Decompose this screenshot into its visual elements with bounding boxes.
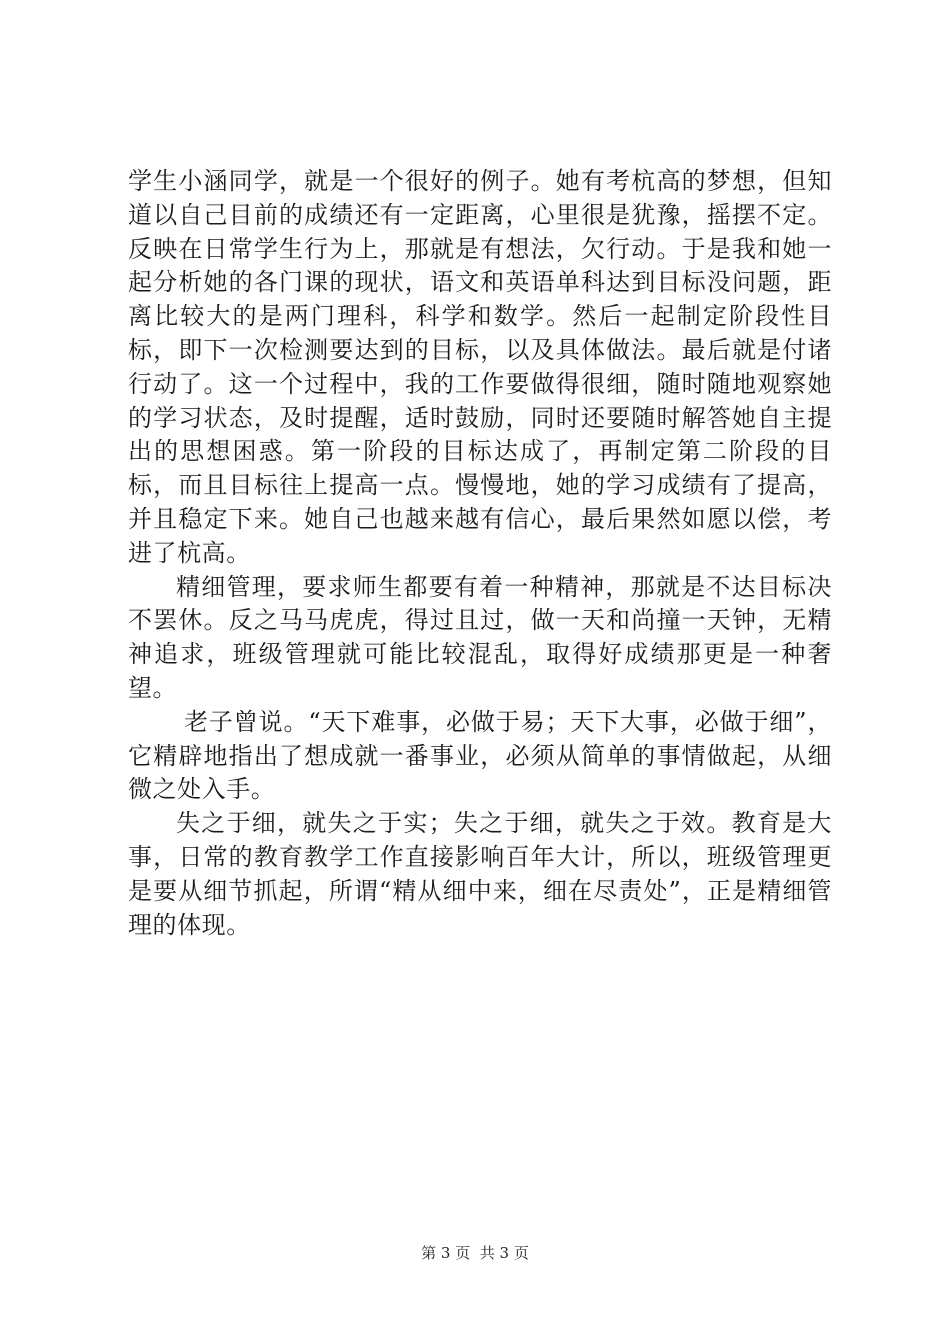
- body-paragraph-2: 精细管理，要求师生都要有着一种精神，那就是不达目标决不罢休。反之马马虎虎，得过且过，做一天和尚撞一天钟，无精神追求，班级管理就可能比较混乱，取得好成绩那更是一种奢望。: [128, 572, 832, 702]
- body-paragraph-4: 失之于细，就失之于实；失之于细，就失之于效。教育是大事，日常的教育教学工作直接影响百年大计，所以，班级管理更是要从细节抓起，所谓“精从细中来，细在尽责处”，正是精细管理的体现。: [128, 809, 832, 939]
- page-number-footer: 第 3 页 共 3 页: [421, 1244, 529, 1262]
- body-paragraph-1: 学生小涵同学，就是一个很好的例子。她有考杭高的梦想，但知道以自己目前的成绩还有一定距离，心里很是犹豫，摇摆不定。反映在日常学生行为上，那就是有想法，欠行动。于是我和她一起分析她的各门课的现状，语文和英语单科达到目标没问题，距离比较大的是两门理科，科学和数学。然后一起制定阶段性目标，即下一次检测要达到的目标，以及具体做法。最后就是付诸行动了。这一个过程中，我的工作要做得很细，随时随地观察她的学习状态，及时提醒，适时鼓励，同时还要随时解答她自主提出的思想困惑。第一阶段的目标达成了，再制定第二阶段的目标，而且目标往上提高一点。慢慢地，她的学习成绩有了提高，并且稳定下来。她自己也越来越有信心，最后果然如愿以偿，考进了杭高。: [128, 167, 832, 567]
- body-paragraph-3: 老子曾说。“天下难事，必做于易；天下大事，必做于细”，它精辟地指出了想成就一番事业，必须从简单的事情做起，从细微之处入手。: [128, 707, 832, 804]
- document-body: [128, 165, 832, 942]
